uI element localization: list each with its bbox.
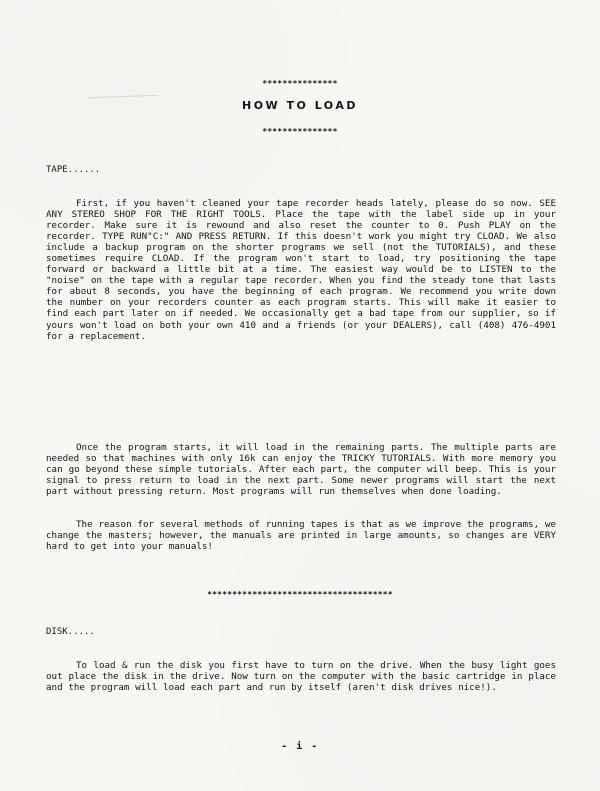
section-divider: ************************************* <box>207 590 393 599</box>
disk-section-label: DISK..... <box>46 627 95 637</box>
tape-paragraph-1: First, if you haven't cleaned your tape recorder heads lately, please do so now. SEE ANY STEREO SHOP FOR THE RIGHT TOOLS. Place the tape with the label side up in your recorder. Make sure it is rewound and also reset the counter to 0. Push PLAY on the recorder. TYPE RUN"C:" AND PRESS RETURN. If this doesn't work you might try CLOAD. We also include a backup program on the shorter programs we sell (not the TUTORIALS), and these sometimes require CLOAD. If the program won't start to load, try positioning the tape forward or backward a little bit at a time. The easiest way would be to LISTEN to the "noise" on the tape with a regular tape recorder. When you find the steady tone that lasts for about 8 seconds, you have the beginning of each program. We recommend you write down the number on your recorders counter as each program starts. This will make it easier to find each part later on if needed. We occasionally get a bad tape from our supplier, so if yours won't load on both your own 410 and a friends (or your DEALERS), call (408) 476-4901 for a replacement. <box>46 198 556 342</box>
tape-section-label: TAPE...... <box>46 165 101 175</box>
disk-paragraph-1: To load & run the disk you first have to turn on the drive. When the busy light goes out place the disk in the drive. Now turn on the computer with the basic cartridge in place and the program will load each part and run by itself (aren't disk drives nice!). <box>46 660 556 694</box>
page-number: - i - <box>281 741 319 752</box>
header-stars-bottom: *************** <box>262 127 338 136</box>
tape-paragraph-3: The reason for several methods of running tapes is that as we improve the programs, we change the masters; however, the manuals are printed in large amounts, so changes are VERY hard to get into your manuals! <box>46 519 556 553</box>
page-title: HOW TO LOAD <box>241 99 359 112</box>
header-stars-top: *************** <box>262 79 338 88</box>
tape-paragraph-2: Once the program starts, it will load in the remaining parts. The multiple parts are needed so that machines with only 16k can enjoy the TRICKY TUTORIALS. With more memory you can go beyond these simple tutorials. After each part, the computer will beep. This is your signal to press return to load in the next part. Some newer programs will start the next part without pressing return. Most programs will run themselves when done loading. <box>46 442 556 498</box>
